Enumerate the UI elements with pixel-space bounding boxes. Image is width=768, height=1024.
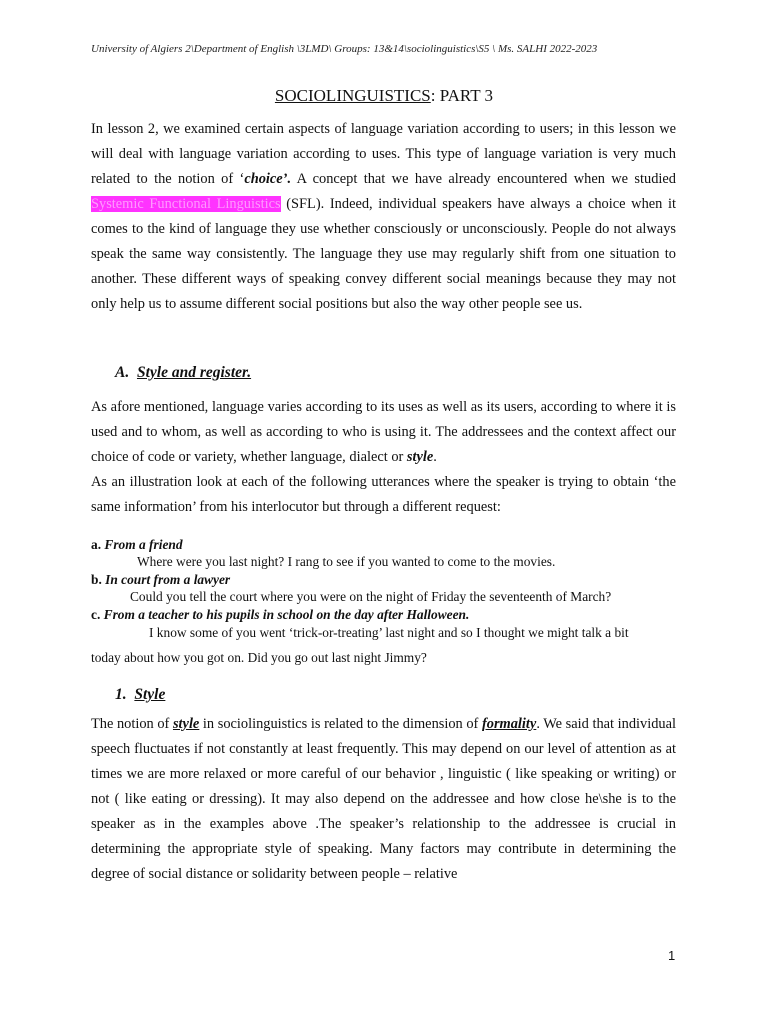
section-1-title: Style <box>134 686 166 703</box>
para3-text-2: in sociolinguistics is related to the dimension of <box>199 716 482 732</box>
para3-text-3: . We said that individual speech fluctuates if not constantly at least frequently. This may depend on our level of attention as at times we are more relaxed or more careful of our behavior , linguistic ( like speaking or writing) or not ( like eating or dressing). It may also depend on the addressee and how close he\she is to the speaker as in the examples above .The speaker’s relationship to the addressee is crucial in determining the appropriate style of speaking. Many factors may contribute in determining the degree of social distance or solidarity between people – relative <box>91 716 676 882</box>
intro-text-2: A concept that we have already encountered when we studied <box>291 171 677 187</box>
section-a-heading <box>115 364 251 382</box>
section-a-title: Style and register. <box>136 364 252 381</box>
example-c-text-2: today about how you got on. Did you go out last night Jimmy? <box>91 650 427 665</box>
para3-text-1: The notion of <box>91 716 173 732</box>
style-paragraph <box>91 712 676 887</box>
para2-text-3: As an illustration look at each of the following utterances where the speaker is trying to obtain ‘the same information’ from his interlocutor but through a different request: <box>91 474 676 515</box>
example-b-heading <box>91 572 230 588</box>
intro-paragraph <box>91 117 676 317</box>
page-number: 1 <box>668 948 676 963</box>
title-main: SOCIOLINGUISTICS <box>274 86 431 105</box>
running-header: University of Algiers 2\Department of English \3LMD\ Groups: 13&14\sociolinguistics\S5 \ Ms. SALHI 2022-2023 <box>91 43 598 55</box>
example-label: c. <box>91 607 101 622</box>
example-label: b. <box>91 572 102 587</box>
intro-text-3: (SFL). Indeed, individual speakers have always a choice when it comes to the kind of language they use whether consciously or unconsciously. People do not always speak the same way consistently. The language they use may regularly shift from one situation to another. These different ways of speaking convey different social meanings because they may not only help us to assume different social positions but also the way other people see us. <box>91 196 676 312</box>
section-a-label: A. <box>115 364 130 381</box>
title-part: : PART 3 <box>430 86 494 105</box>
example-title: In court from a lawyer <box>105 572 231 587</box>
intro-text-1: In lesson 2, we examined certain aspects of language variation according to users; in this lesson we will deal with language variation according to uses. This type of language variation is very much related to the notion of ‘ <box>91 121 676 187</box>
formality-term: formality <box>481 716 537 732</box>
style-term: style <box>172 716 200 732</box>
example-b-text: Could you tell the court where you were on the night of Friday the seventeenth of March? <box>130 589 612 604</box>
highlighted-term: Systemic Functional Linguistics <box>91 196 281 212</box>
example-a-text: Where were you last night? I rang to see if you wanted to come to the movies. <box>137 554 556 569</box>
example-c-text-1: I know some of you went ‘trick-or-treating’ last night and so I thought we might talk a bit <box>149 625 629 640</box>
example-title: From a friend <box>104 537 183 552</box>
style-register-paragraph <box>91 395 676 520</box>
example-a-heading <box>91 537 183 553</box>
example-label: a. <box>91 537 102 552</box>
example-title: From a teacher to his pupils in school on the day after Halloween. <box>103 607 470 622</box>
section-1-heading <box>115 686 165 704</box>
example-c-heading <box>91 607 469 623</box>
para2-text-1: As afore mentioned, language varies according to its uses as well as its users, according to where it is used and to whom, as well as according to who is using it. The addressees and the context affect our choice of code or variety, whether language, dialect or <box>91 399 676 465</box>
page-title <box>0 86 768 106</box>
style-term: style <box>406 449 434 465</box>
choice-term: choice’. <box>244 171 292 187</box>
para2-text-2: . <box>433 449 437 465</box>
section-1-label: 1. <box>115 686 127 703</box>
